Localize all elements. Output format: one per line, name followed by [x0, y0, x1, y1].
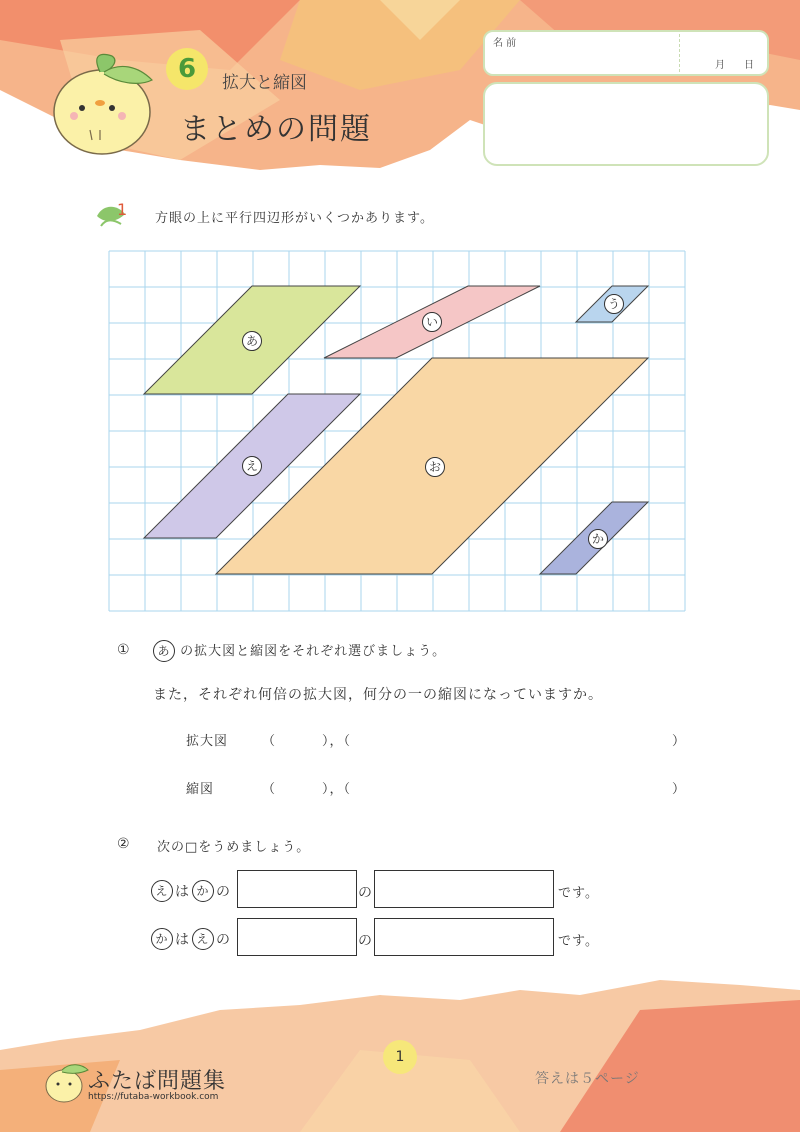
- leaf-number-icon: [95, 200, 135, 232]
- enlargement-shape-answer[interactable]: [280, 726, 322, 750]
- row2-answer-box-2[interactable]: [374, 918, 554, 956]
- circled-ka-2: か: [151, 928, 173, 950]
- enlargement-label: 拡大図: [186, 734, 229, 749]
- circled-e-2: え: [192, 928, 214, 950]
- enlargement-scale-answer[interactable]: [364, 726, 664, 750]
- graph-grid: [108, 250, 688, 612]
- row1-answer-box-2[interactable]: [374, 870, 554, 908]
- name-field[interactable]: [483, 30, 769, 76]
- label-u: う: [604, 294, 624, 314]
- label-o: お: [425, 457, 445, 477]
- question-text: 方眼の上に平行四辺形がいくつかあります。: [155, 211, 434, 226]
- row1-ha: は: [175, 884, 190, 900]
- reduction-shape-answer[interactable]: [280, 774, 322, 798]
- row2-no-1: の: [216, 932, 231, 948]
- label-e: え: [242, 456, 262, 476]
- circled-ka: か: [192, 880, 214, 902]
- label-a: あ: [242, 331, 262, 351]
- reduction-paren-mid: ），（: [322, 782, 352, 797]
- sub-question-2-mark: ②: [117, 836, 130, 852]
- row2-answer-box-1[interactable]: [237, 918, 357, 956]
- enlargement-paren-open: （: [262, 734, 277, 749]
- month-label: 月: [715, 60, 725, 71]
- name-divider: [679, 34, 680, 72]
- sub-question-2-text: 次の□をうめましょう。: [157, 840, 311, 855]
- page-number: 1: [383, 1040, 417, 1074]
- label-ka: か: [588, 529, 608, 549]
- label-i: い: [422, 312, 442, 332]
- day-label: 日: [744, 60, 754, 71]
- reduction-scale-answer[interactable]: [364, 774, 664, 798]
- row1-no-1: の: [216, 884, 231, 900]
- fill-row-2: [151, 928, 233, 950]
- row1-no-2: の: [358, 885, 373, 901]
- fill-row-1: [151, 880, 233, 902]
- sub-question-1-line1: [153, 640, 446, 662]
- sub-question-1-line2: また，それぞれ何倍の拡大図，何分の一の縮図になっていますか。: [153, 687, 603, 703]
- row1-end: です。: [558, 886, 599, 901]
- row2-end: です。: [558, 934, 599, 949]
- brand-name: ふたば問題集: [88, 1069, 227, 1094]
- sub-question-1-mark: ①: [117, 642, 130, 658]
- circled-e: え: [151, 880, 173, 902]
- unit-number-badge: 6: [166, 48, 208, 90]
- row2-no-2: の: [358, 933, 373, 949]
- answer-page-reference: 答えは５ページ: [535, 1071, 640, 1087]
- name-label: 名 前: [493, 38, 517, 49]
- reduction-label: 縮図: [186, 782, 215, 797]
- page-title: まとめの問題: [180, 112, 372, 147]
- row2-ha: は: [175, 932, 190, 948]
- sub-question-1-text: の拡大図と縮図をそれぞれ選びましょう。: [180, 644, 447, 659]
- reduction-paren-close: ）: [672, 782, 687, 797]
- row1-answer-box-1[interactable]: [237, 870, 357, 908]
- question-number: 1: [117, 200, 128, 219]
- unit-name: 拡大と縮図: [222, 73, 307, 93]
- circled-a: あ: [153, 640, 175, 662]
- score-box[interactable]: [483, 82, 769, 166]
- enlargement-paren-mid: ），（: [322, 734, 352, 749]
- reduction-paren-open: （: [262, 782, 277, 797]
- enlargement-paren-close: ）: [672, 734, 687, 749]
- site-url[interactable]: https://futaba-workbook.com: [88, 1092, 219, 1102]
